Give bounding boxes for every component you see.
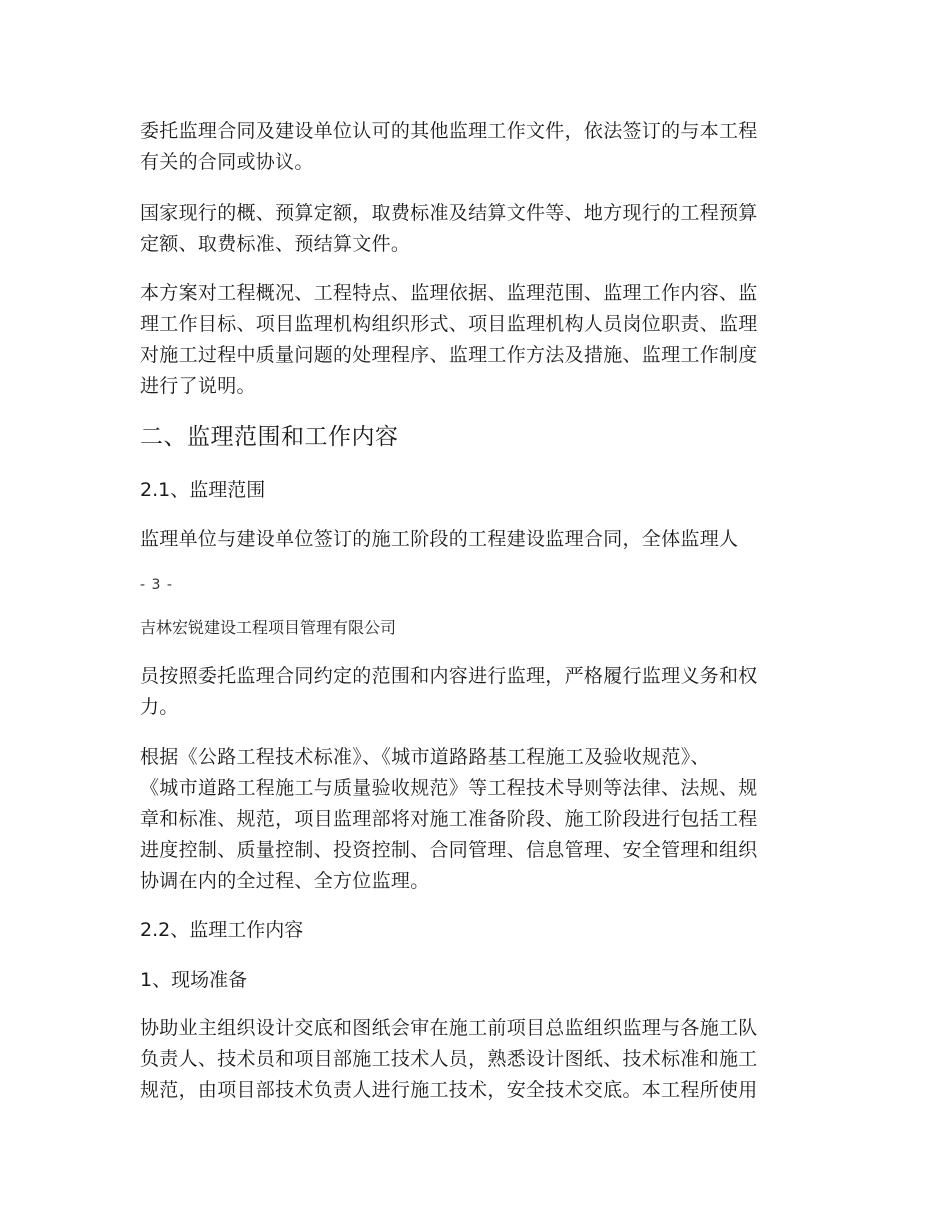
paragraph-standards-basis <box>140 742 820 897</box>
paragraph-line: 委托监理合同及建设单位认可的其他监理工作文件，依法签订的与本工程 <box>140 120 758 142</box>
item-heading-site-preparation: 1、现场准备 <box>140 969 248 991</box>
paragraph-line: 章和标准、规范，项目监理部将对施工准备阶段、施工阶段进行包括工程 <box>140 808 758 830</box>
paragraph-line: 有关的合同或协议。 <box>140 151 314 173</box>
paragraph-line: 对施工过程中质量问题的处理程序、监理工作方法及措施、监理工作制度 <box>140 344 758 366</box>
paragraph-line: 进度控制、质量控制、投资控制、合同管理、信息管理、安全管理和组织 <box>140 839 758 861</box>
paragraph-perform-duties <box>140 661 820 723</box>
paragraph-line: 监理单位与建设单位签订的施工阶段的工程建设监理合同，全体监理人 <box>140 528 739 550</box>
paragraph-line: 协助业主组织设计交底和图纸会审在施工前项目总监组织监理与各施工队 <box>140 1017 758 1039</box>
paragraph-line: 根据《公路工程技术标准》、《城市道路路基工程施工及验收规范》、 <box>140 746 710 768</box>
subsection-heading-2-2: 2.2、监理工作内容 <box>140 919 304 941</box>
paragraph-line: 规范，由项目部技术负责人进行施工技术，安全技术交底。本工程所使用 <box>140 1079 758 1101</box>
paragraph-design-briefing <box>140 1013 820 1106</box>
paragraph-line: 力。 <box>140 696 179 718</box>
company-header: 吉林宏锐建设工程项目管理有限公司 <box>140 618 397 637</box>
subsection-heading-2-1: 2.1、监理范围 <box>140 479 266 501</box>
paragraph-line: 协调在内的全过程、全方位监理。 <box>140 870 430 892</box>
paragraph-budget-quotas <box>140 198 820 260</box>
page-number: - 3 - <box>140 577 173 593</box>
paragraph-contract-documents <box>140 116 820 178</box>
paragraph-line: 本方案对工程概况、工程特点、监理依据、监理范围、监理工作内容、监 <box>140 282 758 304</box>
paragraph-line: 《城市道路工程施工与质量验收规范》等工程技术导则等法律、法规、规 <box>140 777 758 799</box>
paragraph-line: 员按照委托监理合同约定的范围和内容进行监理，严格履行监理义务和权 <box>140 665 758 687</box>
paragraph-line: 定额、取费标准、预结算文件。 <box>140 233 411 255</box>
paragraph-supervision-contract <box>140 524 820 555</box>
paragraph-line: 进行了说明。 <box>140 375 256 397</box>
section-heading: 二、监理范围和工作内容 <box>140 424 399 450</box>
paragraph-line: 国家现行的概、预算定额，取费标准及结算文件等、地方现行的工程预算 <box>140 202 758 224</box>
paragraph-line: 理工作目标、项目监理机构组织形式、项目监理机构人员岗位职责、监理 <box>140 313 758 335</box>
paragraph-line: 负责人、技术员和项目部施工技术人员，熟悉设计图纸、技术标准和施工 <box>140 1048 758 1070</box>
paragraph-plan-scope <box>140 278 820 402</box>
